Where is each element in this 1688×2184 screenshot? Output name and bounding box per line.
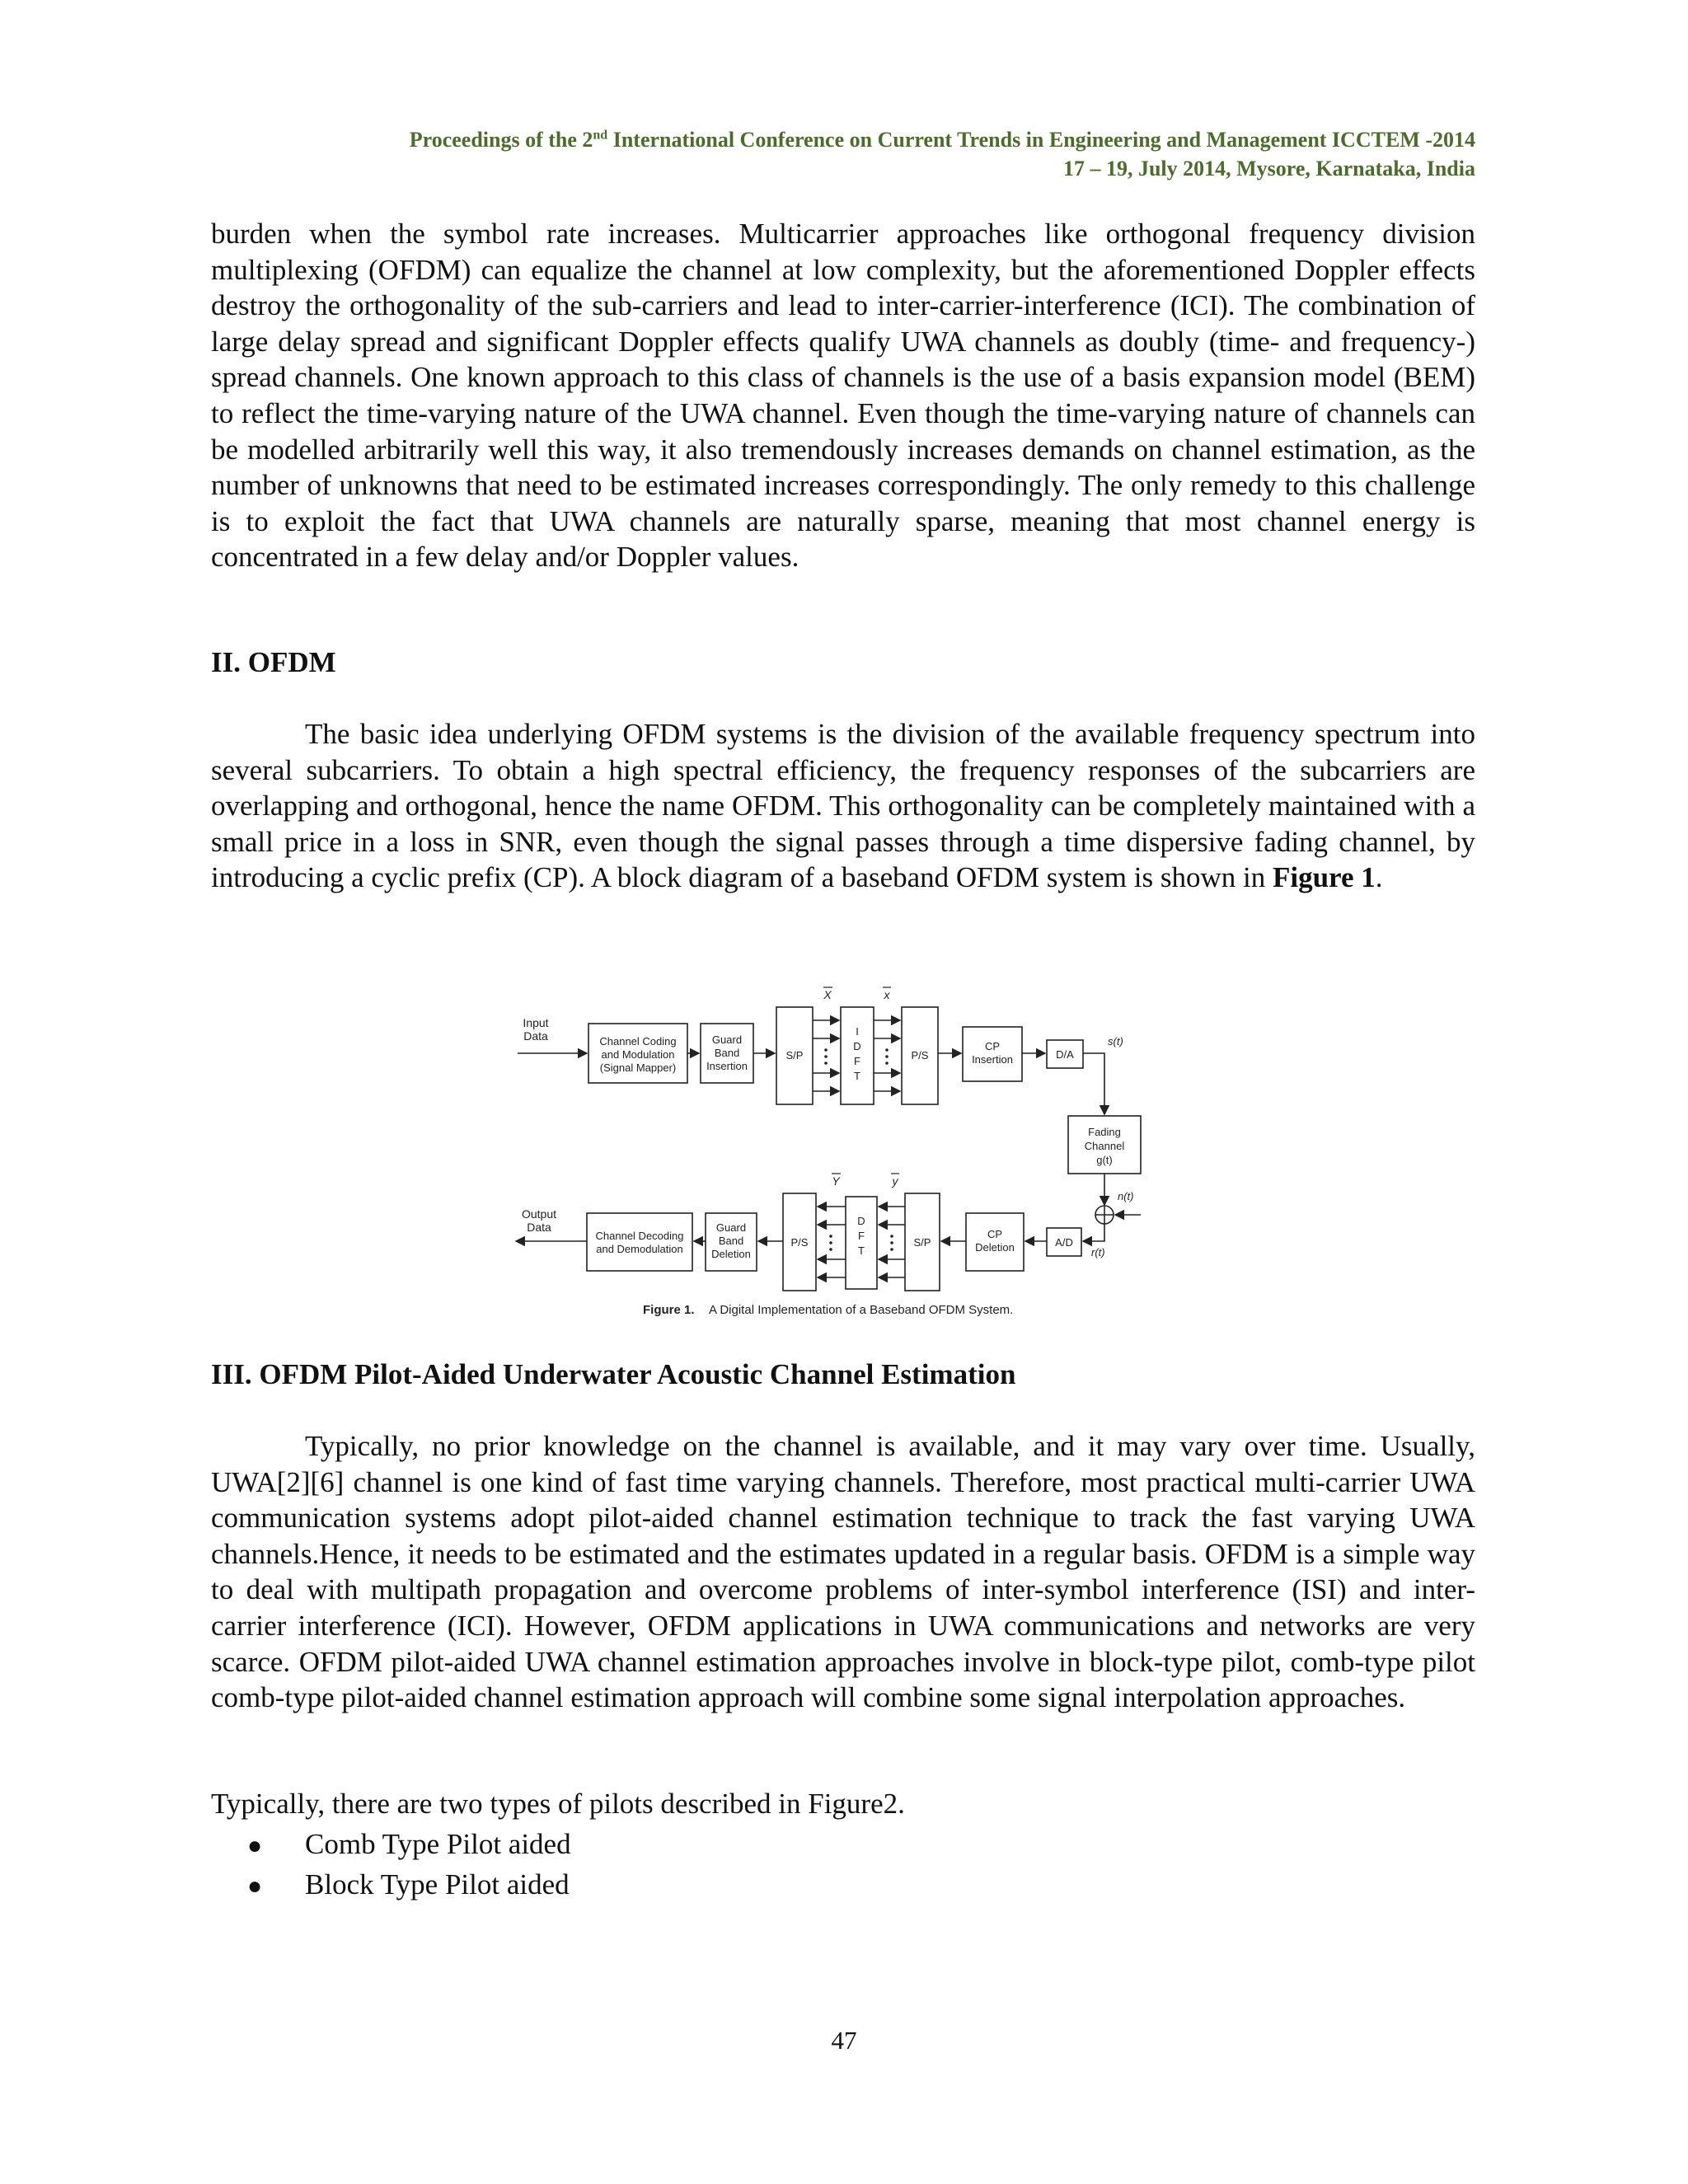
svg-text:Guard: Guard xyxy=(715,1221,747,1234)
svg-text:Insertion: Insertion xyxy=(706,1060,748,1072)
svg-text:g(t): g(t) xyxy=(1096,1154,1113,1166)
svg-text:D: D xyxy=(853,1040,861,1052)
svg-text:I: I xyxy=(856,1025,859,1038)
svg-text:X: X xyxy=(823,988,832,1001)
header-line-2: 17 – 19, July 2014, Mysore, Karnataka, India xyxy=(1062,157,1475,180)
channel-decoding-block xyxy=(587,1213,692,1271)
section-3-line-2: Typically, there are two types of pilots described in Figure2. xyxy=(211,1788,905,1820)
dft-block xyxy=(846,1197,877,1289)
svg-text:Channel Decoding: Channel Decoding xyxy=(595,1230,684,1242)
svg-text:D: D xyxy=(857,1215,865,1227)
svg-text:CP: CP xyxy=(987,1228,1003,1240)
svg-text:s(t): s(t) xyxy=(1108,1035,1123,1047)
svg-text:Guard: Guard xyxy=(711,1033,743,1046)
svg-text:P/S: P/S xyxy=(790,1236,809,1249)
svg-text:Channel: Channel xyxy=(1084,1140,1125,1152)
svg-text:T: T xyxy=(858,1244,865,1257)
svg-text:(Signal Mapper): (Signal Mapper) xyxy=(599,1062,677,1074)
section-3-paragraph: Typically, no prior knowledge on the channel is available, and it may vary over time. Usually, UWA[2][6] channel is one kind of fast time varying channels. Therefore, most practical multi-carrier UWA communication systems adopt pilot-aided channel estimation technique to track the fast varying UWA channels.Hence, it needs to be estimated and the estimates updated in a regular basis. OFDM is a simple way to deal with multipath propagation and overcome problems of inter-symbol interference (ISI) and inter-carrier interference (ICI). However, OFDM applications in UWA communications and networks are very scarce. OFDM pilot-aided UWA channel estimation approaches involve in block-type pilot, comb-type pilot comb-type pilot-aided channel estimation approach will combine some signal interpolation approaches. xyxy=(211,1430,1475,1714)
svg-text:Deletion: Deletion xyxy=(975,1241,1015,1254)
input-label-2: Data xyxy=(523,1029,548,1043)
input-label: Input xyxy=(523,1016,549,1029)
svg-text:F: F xyxy=(854,1055,860,1067)
svg-text:x: x xyxy=(884,988,890,1001)
svg-text:and Demodulation: and Demodulation xyxy=(596,1243,683,1255)
section-2-paragraph: The basic idea underlying OFDM systems is the division of the available frequency spectrum into several subcarriers. To obtain a high spectral efficiency, the frequency responses of the subcarriers are overlapping and orthogonal, hence the name OFDM. This orthogonality can be completely maintained with a small price in a loss in SNR, even though the signal passes through a time dispersive fading channel, by introducing a cyclic prefix (CP). A block diagram of a baseband OFDM system is shown in Figure 1. xyxy=(211,718,1475,894)
svg-text:Band: Band xyxy=(714,1047,740,1059)
svg-text:Y: Y xyxy=(832,1174,840,1188)
ofdm-block-diagram xyxy=(511,974,1170,1320)
svg-text:P/S: P/S xyxy=(911,1049,929,1062)
svg-text:S/P: S/P xyxy=(913,1236,931,1249)
list-item: ● Block Type Pilot aided xyxy=(247,1865,571,1905)
svg-text:F: F xyxy=(858,1230,865,1242)
svg-text:n(t): n(t) xyxy=(1118,1190,1134,1202)
figure-caption-label: Figure 1. xyxy=(643,1303,695,1317)
header-line-1: Proceedings of the 2nd International Conference on Current Trends in Engineering and Management ICCTEM -2014 xyxy=(409,128,1475,152)
output-label: Output xyxy=(521,1207,557,1221)
svg-text:r(t): r(t) xyxy=(1091,1246,1105,1258)
figure-caption-text: A Digital Implementation of a Baseband OFDM System. xyxy=(709,1303,1014,1317)
bullet-icon: ● xyxy=(247,1872,263,1900)
section-3-heading: III. OFDM Pilot-Aided Underwater Acoustic Channel Estimation xyxy=(211,1358,1016,1390)
svg-text:Deletion: Deletion xyxy=(711,1248,751,1260)
svg-text:Fading: Fading xyxy=(1088,1126,1121,1138)
svg-text:T: T xyxy=(854,1070,860,1082)
svg-text:Channel Coding: Channel Coding xyxy=(599,1035,677,1047)
svg-text:Insertion: Insertion xyxy=(972,1053,1013,1066)
list-item: ● Comb Type Pilot aided xyxy=(247,1825,571,1865)
bullet-icon: ● xyxy=(247,1832,263,1859)
conference-header xyxy=(246,125,1475,183)
section-2-heading: II. OFDM xyxy=(211,646,336,678)
svg-text:S/P: S/P xyxy=(785,1049,804,1062)
svg-text:D/A: D/A xyxy=(1056,1048,1074,1061)
output-label-2: Data xyxy=(527,1221,551,1234)
svg-text:y: y xyxy=(892,1174,898,1188)
svg-text:A/D: A/D xyxy=(1055,1236,1073,1249)
svg-text:Band: Band xyxy=(718,1235,744,1247)
page-number: 47 xyxy=(831,2026,857,2055)
svg-text:CP: CP xyxy=(984,1040,1001,1052)
intro-paragraph: burden when the symbol rate increases. Multicarrier approaches like orthogonal frequency division multiplexing (OFDM) can equalize the channel at low complexity, but the aforementioned Doppler effects destroy the orthogonality of the sub-carriers and lead to inter-carrier-interference (ICI). The combination of large delay spread and significant Doppler effects qualify UWA channels as doubly (time- and frequency-) spread channels. One known approach to this class of channels is the use of a basis expansion model (BEM) to reflect the time-varying nature of the UWA channel. Even though the time-varying nature of channels can be modelled arbitrarily well this way, it also tremendously increases demands on channel estimation, as the number of unknowns that need to be estimated increases correspondingly. The only remedy to this challenge is to exploit the fact that UWA channels are naturally sparse, meaning that most channel energy is concentrated in a few delay and/or Doppler values. xyxy=(211,218,1475,574)
svg-text:and Modulation: and Modulation xyxy=(601,1048,675,1061)
pilot-type-list xyxy=(247,1825,571,1905)
